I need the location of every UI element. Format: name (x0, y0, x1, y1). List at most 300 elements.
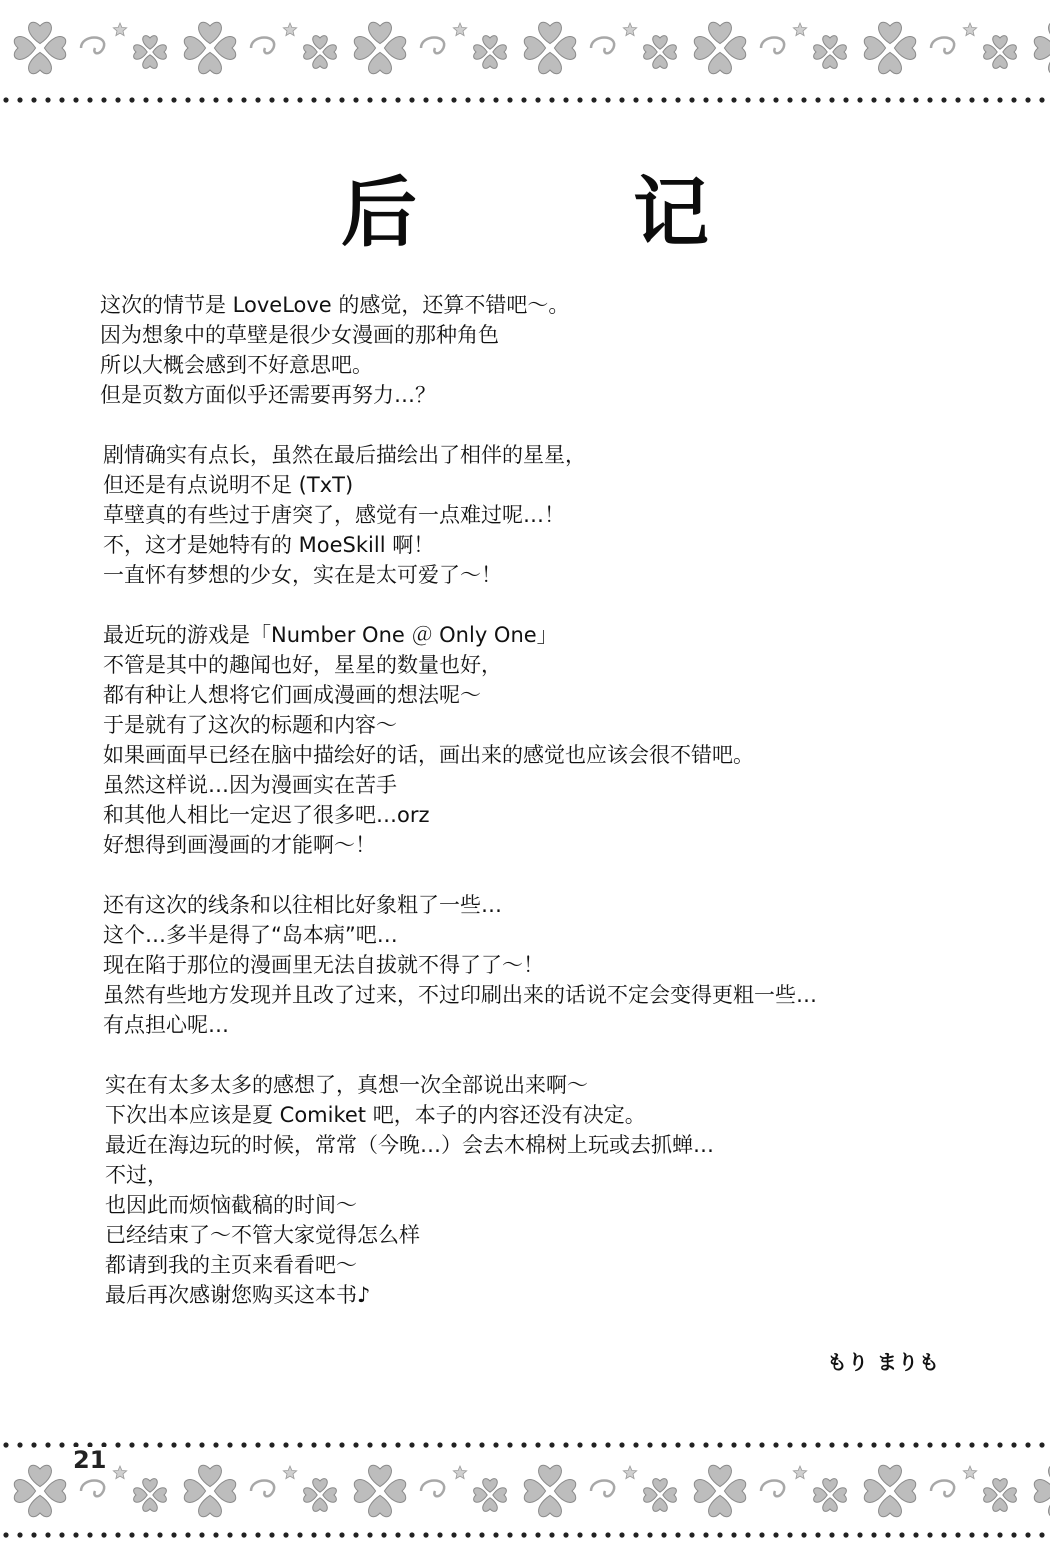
dot-ornament (101, 97, 106, 102)
dot-ornament (843, 1532, 848, 1537)
dot-ornament (1039, 97, 1044, 102)
text-line: 好想得到画漫画的才能啊～！ (103, 833, 376, 857)
dot-ornament (437, 97, 442, 102)
clover-heart-icon (524, 22, 576, 74)
dot-ornament (339, 1532, 344, 1537)
dot-ornament (997, 1442, 1002, 1447)
dot-ornament (367, 1532, 372, 1537)
dot-ornament (591, 97, 596, 102)
dot-ornament (73, 97, 78, 102)
dot-ornament (773, 1532, 778, 1537)
text-line: 虽然这样说…因为漫画实在苦手 (103, 773, 397, 797)
swirl-ornament (421, 1481, 444, 1497)
dot-ornament (143, 97, 148, 102)
text-line: 和其他人相比一定迟了很多吧…orz (103, 803, 430, 827)
text-line: 于是就有了这次的标题和内容～ (103, 713, 397, 737)
text-line: 一直怀有梦想的少女，实在是太可爱了～！ (103, 563, 502, 587)
dot-ornament (115, 1532, 120, 1537)
dot-ornament (521, 1442, 526, 1447)
dot-ornament (969, 97, 974, 102)
clover-heart-icon (14, 22, 66, 74)
dot-ornament (185, 97, 190, 102)
dot-ornament (507, 97, 512, 102)
text-line: 最近玩的游戏是「Number One ＠ Only One」 (103, 623, 558, 647)
dot-ornament (87, 97, 92, 102)
dot-ornament (689, 1532, 694, 1537)
clover-heart-icon (474, 36, 507, 69)
text-line: 实在有太多太多的感想了，真想一次全部说出来啊～ (105, 1073, 588, 1097)
dot-ornament (213, 97, 218, 102)
dot-ornament (759, 97, 764, 102)
dot-ornament (353, 1532, 358, 1537)
star-icon (283, 23, 296, 36)
dot-ornament (311, 1442, 316, 1447)
dot-ornament (451, 1532, 456, 1537)
paragraph-4 (100, 890, 970, 1040)
dot-ornament (997, 1532, 1002, 1537)
dot-ornament (339, 97, 344, 102)
dot-ornament (479, 1442, 484, 1447)
dot-ornament (3, 97, 8, 102)
dot-ornament (913, 97, 918, 102)
dot-ornament (269, 1442, 274, 1447)
clover-heart-icon (524, 1465, 576, 1517)
dot-ornament (129, 97, 134, 102)
dot-ornament (283, 1532, 288, 1537)
dot-ornament (241, 1532, 246, 1537)
dot-ornament (899, 1532, 904, 1537)
dot-ornament (171, 97, 176, 102)
dot-ornament (969, 1442, 974, 1447)
dot-ornament (745, 97, 750, 102)
dot-ornament (703, 1442, 708, 1447)
dot-ornament (941, 1532, 946, 1537)
paragraph-5 (100, 1070, 970, 1310)
dot-ornament (955, 1442, 960, 1447)
dot-ornament (535, 1442, 540, 1447)
dot-ornament (955, 1532, 960, 1537)
dot-ornament (955, 97, 960, 102)
star-icon (113, 1466, 126, 1479)
text-line: 不管是其中的趣闻也好，星星的数量也好， (103, 653, 502, 677)
dot-ornament (311, 1532, 316, 1537)
dot-ornament (31, 97, 36, 102)
star-icon (963, 23, 976, 36)
dot-ornament (815, 97, 820, 102)
dot-ornament (1039, 1532, 1044, 1537)
dot-ornament (731, 1442, 736, 1447)
author-signature: もり まりも (827, 1350, 940, 1374)
dot-ornament (885, 1442, 890, 1447)
dot-ornament (101, 1532, 106, 1537)
dot-ornament (171, 1442, 176, 1447)
afterword-body (100, 290, 970, 1340)
dot-ornament (3, 1532, 8, 1537)
dot-ornament (507, 1532, 512, 1537)
clover-heart-icon (134, 36, 167, 69)
dot-ornament (59, 1532, 64, 1537)
dot-ornament (913, 1442, 918, 1447)
dot-ornament (899, 1442, 904, 1447)
dot-ornament (325, 97, 330, 102)
dot-ornament (941, 97, 946, 102)
dot-ornament (689, 1442, 694, 1447)
text-line: 最后再次感谢您购买这本书♪ (105, 1283, 371, 1307)
clover-heart-icon (694, 1465, 746, 1517)
dot-ornament (325, 1442, 330, 1447)
dot-ornament (885, 1532, 890, 1537)
clover-heart-icon (864, 1465, 916, 1517)
dot-ornament (409, 1442, 414, 1447)
dot-ornament (17, 1442, 22, 1447)
dot-ornament (269, 1532, 274, 1537)
dot-ornament (423, 1442, 428, 1447)
dot-ornament (213, 1532, 218, 1537)
dot-ornament (143, 1532, 148, 1537)
page-number: 21 (70, 1447, 109, 1473)
dot-ornament (199, 1442, 204, 1447)
clover-heart-icon (1034, 22, 1050, 74)
star-icon (963, 1466, 976, 1479)
dot-ornament (633, 97, 638, 102)
page-title: 后 记 (341, 168, 779, 257)
text-line: 所以大概会感到不好意思吧。 (100, 353, 373, 377)
clover-heart-icon (864, 22, 916, 74)
dot-ornament (619, 97, 624, 102)
text-line: 还有这次的线条和以往相比好象粗了一些… (103, 893, 502, 917)
star-icon (793, 23, 806, 36)
dot-ornament (297, 1442, 302, 1447)
dot-ornament (17, 97, 22, 102)
dot-ornament (17, 1532, 22, 1537)
dot-ornament (465, 1442, 470, 1447)
dot-ornament (703, 1532, 708, 1537)
dot-ornament (353, 1442, 358, 1447)
dot-ornament (563, 1532, 568, 1537)
dot-ornament (255, 97, 260, 102)
dot-ornament (563, 97, 568, 102)
dot-ornament (941, 1442, 946, 1447)
star-icon (453, 1466, 466, 1479)
dot-ornament (437, 1532, 442, 1537)
dot-ornament (493, 1442, 498, 1447)
star-icon (793, 1466, 806, 1479)
clover-heart-icon (354, 22, 406, 74)
dot-ornament (3, 1442, 8, 1447)
text-line: 现在陷于那位的漫画里无法自拔就不得了了～！ (103, 953, 544, 977)
dot-ornament (353, 97, 358, 102)
dot-ornament (423, 1532, 428, 1537)
dot-ornament (423, 97, 428, 102)
dot-ornament (759, 1532, 764, 1537)
dot-ornament (241, 97, 246, 102)
dot-ornament (297, 1532, 302, 1537)
dot-ornament (171, 1532, 176, 1537)
star-icon (623, 23, 636, 36)
dot-ornament (535, 97, 540, 102)
dot-ornament (675, 1532, 680, 1537)
dot-ornament (269, 97, 274, 102)
text-line: 有点担心呢… (103, 1013, 229, 1037)
dot-ornament (451, 97, 456, 102)
dot-ornament (521, 1532, 526, 1537)
dot-ornament (563, 1442, 568, 1447)
dot-ornament (381, 1532, 386, 1537)
text-line: 这个…多半是得了“岛本病”吧… (103, 923, 398, 947)
dot-ornament (479, 97, 484, 102)
dot-ornament (689, 97, 694, 102)
dot-ornament (745, 1442, 750, 1447)
clover-heart-icon (814, 36, 847, 69)
dot-ornament (717, 1532, 722, 1537)
dot-ornament (115, 1442, 120, 1447)
dot-ornament (1011, 1532, 1016, 1537)
text-line: 这次的情节是 LoveLove 的感觉，还算不错吧～。 (100, 293, 570, 317)
dot-ornament (45, 1442, 50, 1447)
clover-heart-icon (354, 1465, 406, 1517)
dot-ornament (1011, 1442, 1016, 1447)
dot-ornament (73, 1532, 78, 1537)
dot-ornament (815, 1442, 820, 1447)
text-line: 虽然有些地方发现并且改了过来，不过印刷出来的话说不定会变得更粗一些… (103, 983, 817, 1007)
dot-ornament (661, 97, 666, 102)
dot-ornament (773, 97, 778, 102)
dot-ornament (1025, 1532, 1030, 1537)
swirl-ornament (761, 38, 784, 54)
dot-ornament (493, 97, 498, 102)
dot-ornament (283, 1442, 288, 1447)
dot-ornament (647, 97, 652, 102)
dot-ornament (801, 1532, 806, 1537)
text-line: 剧情确实有点长，虽然在最后描绘出了相伴的星星， (103, 443, 586, 467)
dot-ornament (1039, 1442, 1044, 1447)
text-line: 都有种让人想将它们画成漫画的想法呢～ (103, 683, 481, 707)
dot-ornament (157, 97, 162, 102)
dot-ornament (59, 1442, 64, 1447)
clover-heart-icon (814, 1479, 847, 1512)
dot-ornament (801, 97, 806, 102)
text-line: 不，这才是她特有的 MoeSkill 啊！ (103, 533, 435, 557)
dot-ornament (927, 1442, 932, 1447)
dot-ornament (633, 1532, 638, 1537)
clover-heart-icon (1034, 1465, 1050, 1517)
dot-ornament (31, 1532, 36, 1537)
clover-heart-icon (984, 36, 1017, 69)
dot-ornament (717, 1442, 722, 1447)
heart-clover-pattern-bottom (0, 1431, 1050, 1541)
dot-ornament (465, 97, 470, 102)
text-line: 但是页数方面似乎还需要再努力…？ (100, 383, 436, 407)
clover-heart-icon (984, 1479, 1017, 1512)
text-line: 因为想象中的草壁是很少女漫画的那种角色 (100, 323, 499, 347)
dot-ornament (815, 1532, 820, 1537)
dot-ornament (325, 1532, 330, 1537)
paragraph-3 (100, 620, 970, 860)
swirl-ornament (421, 38, 444, 54)
dot-ornament (549, 1532, 554, 1537)
star-icon (113, 23, 126, 36)
dot-ornament (983, 97, 988, 102)
dot-ornament (227, 1532, 232, 1537)
paragraph-1 (100, 290, 970, 410)
swirl-ornament (81, 1481, 104, 1497)
text-line: 最近在海边玩的时候，常常（今晚…）会去木棉树上玩或去抓蝉… (105, 1133, 714, 1157)
dot-ornament (255, 1442, 260, 1447)
dot-ornament (871, 97, 876, 102)
dot-ornament (45, 97, 50, 102)
dot-ornament (31, 1442, 36, 1447)
text-line: 草壁真的有些过于唐突了，感觉有一点难过呢…！ (103, 503, 565, 527)
dot-ornament (773, 1442, 778, 1447)
dot-ornament (605, 1532, 610, 1537)
dot-ornament (857, 97, 862, 102)
dot-ornament (199, 1532, 204, 1537)
dot-ornament (129, 1442, 134, 1447)
dot-ornament (605, 97, 610, 102)
star-icon (283, 1466, 296, 1479)
dot-ornament (647, 1442, 652, 1447)
dot-ornament (367, 97, 372, 102)
dot-ornament (927, 97, 932, 102)
dot-ornament (759, 1442, 764, 1447)
dot-ornament (381, 97, 386, 102)
decorative-border-top (0, 0, 1050, 110)
dot-ornament (409, 97, 414, 102)
dot-ornament (115, 97, 120, 102)
swirl-ornament (81, 38, 104, 54)
dot-ornament (129, 1532, 134, 1537)
clover-heart-icon (644, 1479, 677, 1512)
text-line: 都请到我的主页来看看吧～ (105, 1253, 357, 1277)
dot-ornament (787, 1442, 792, 1447)
dot-ornament (829, 1442, 834, 1447)
dot-ornament (437, 1442, 442, 1447)
star-icon (453, 23, 466, 36)
dot-ornament (591, 1532, 596, 1537)
dot-ornament (675, 1442, 680, 1447)
swirl-ornament (251, 38, 274, 54)
decorative-border-bottom (0, 1431, 1050, 1541)
dot-ornament (255, 1532, 260, 1537)
dot-ornament (451, 1442, 456, 1447)
dot-ornament (1011, 97, 1016, 102)
swirl-ornament (931, 1481, 954, 1497)
dot-ornament (381, 1442, 386, 1447)
dot-ornament (395, 1532, 400, 1537)
dot-ornament (745, 1532, 750, 1537)
star-icon (623, 1466, 636, 1479)
dot-ornament (997, 97, 1002, 102)
dot-ornament (1025, 97, 1030, 102)
dot-ornament (199, 97, 204, 102)
dot-ornament (885, 97, 890, 102)
dot-ornament (857, 1442, 862, 1447)
dot-ornament (395, 1442, 400, 1447)
dot-ornament (647, 1532, 652, 1537)
dot-ornament (395, 97, 400, 102)
dot-ornament (619, 1532, 624, 1537)
clover-heart-icon (304, 36, 337, 69)
swirl-ornament (251, 1481, 274, 1497)
clover-heart-icon (694, 22, 746, 74)
dot-ornament (927, 1532, 932, 1537)
clover-heart-icon (304, 1479, 337, 1512)
dot-ornament (801, 1442, 806, 1447)
swirl-ornament (591, 1481, 614, 1497)
dot-ornament (549, 97, 554, 102)
dot-ornament (185, 1532, 190, 1537)
dot-ornament (577, 97, 582, 102)
dot-ornament (479, 1532, 484, 1537)
text-line: 不过， (105, 1163, 168, 1187)
dot-ornament (59, 97, 64, 102)
dot-ornament (661, 1442, 666, 1447)
dot-ornament (465, 1532, 470, 1537)
dot-ornament (283, 97, 288, 102)
dot-ornament (969, 1532, 974, 1537)
dot-ornament (983, 1532, 988, 1537)
dot-ornament (899, 97, 904, 102)
dot-ornament (409, 1532, 414, 1537)
dot-ornament (311, 97, 316, 102)
text-line: 下次出本应该是夏 Comiket 吧，本子的内容还没有决定。 (105, 1103, 646, 1127)
dot-ornament (213, 1442, 218, 1447)
swirl-ornament (761, 1481, 784, 1497)
clover-heart-icon (184, 1465, 236, 1517)
dot-ornament (913, 1532, 918, 1537)
dot-ornament (591, 1442, 596, 1447)
dot-ornament (661, 1532, 666, 1537)
dot-ornament (843, 97, 848, 102)
swirl-ornament (931, 38, 954, 54)
dot-ornament (871, 1532, 876, 1537)
dot-ornament (493, 1532, 498, 1537)
clover-heart-icon (134, 1479, 167, 1512)
dot-ornament (843, 1442, 848, 1447)
dot-ornament (549, 1442, 554, 1447)
dot-ornament (983, 1442, 988, 1447)
heart-clover-pattern-top (0, 0, 1050, 110)
clover-heart-icon (474, 1479, 507, 1512)
dot-ornament (297, 97, 302, 102)
dot-ornament (535, 1532, 540, 1537)
swirl-ornament (591, 38, 614, 54)
clover-heart-icon (184, 22, 236, 74)
text-line: 也因此而烦恼截稿的时间～ (105, 1193, 357, 1217)
dot-ornament (87, 1532, 92, 1537)
dot-ornament (521, 97, 526, 102)
dot-ornament (1025, 1442, 1030, 1447)
dot-ornament (731, 1532, 736, 1537)
dot-ornament (829, 97, 834, 102)
dot-ornament (577, 1532, 582, 1537)
dot-ornament (675, 97, 680, 102)
dot-ornament (143, 1442, 148, 1447)
dot-ornament (45, 1532, 50, 1537)
dot-ornament (227, 1442, 232, 1447)
dot-ornament (829, 1532, 834, 1537)
dot-ornament (717, 97, 722, 102)
dot-ornament (241, 1442, 246, 1447)
dot-ornament (339, 1442, 344, 1447)
dot-ornament (605, 1442, 610, 1447)
dot-ornament (157, 1532, 162, 1537)
dot-ornament (157, 1442, 162, 1447)
dot-ornament (633, 1442, 638, 1447)
paragraph-2 (100, 440, 970, 590)
dot-ornament (367, 1442, 372, 1447)
text-line: 如果画面早已经在脑中描绘好的话，画出来的感觉也应该会很不错吧。 (103, 743, 754, 767)
